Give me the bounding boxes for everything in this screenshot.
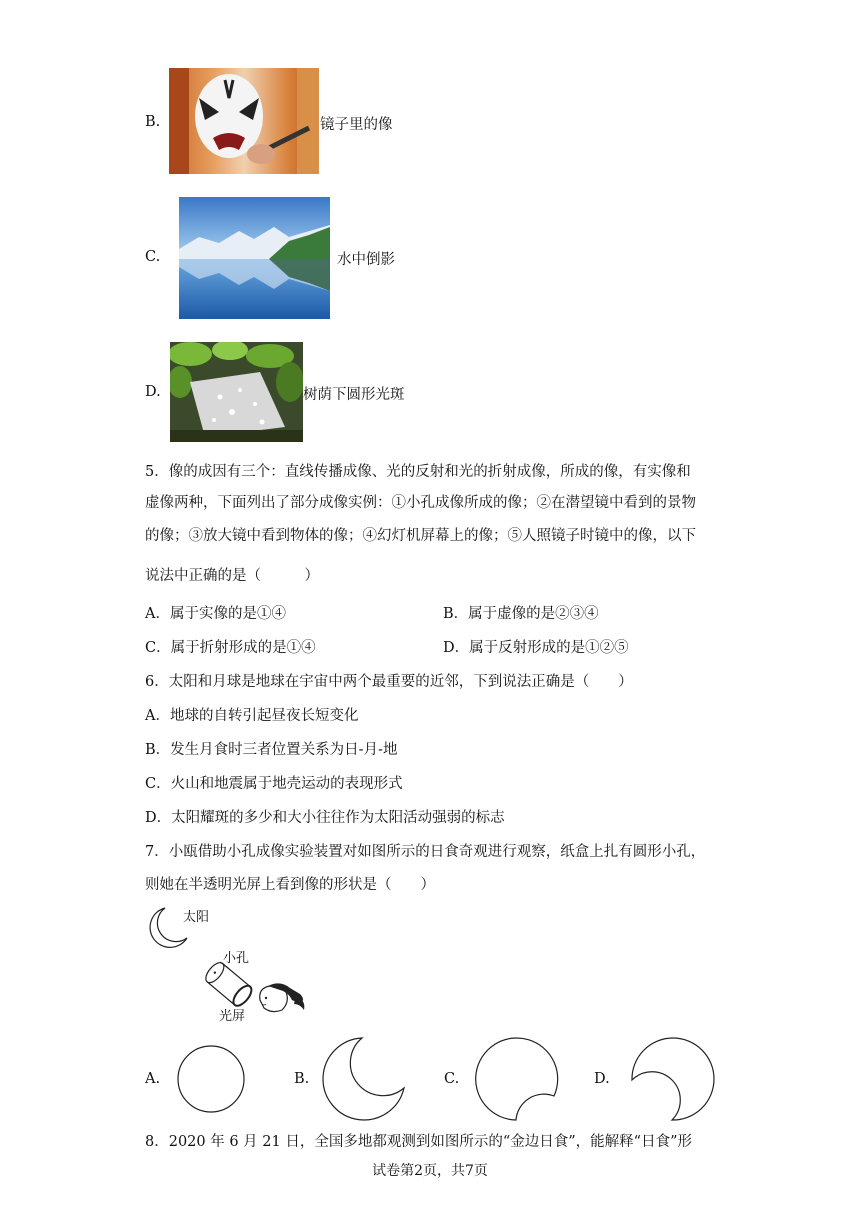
full-circle-shape (176, 1044, 246, 1114)
q5-line-2: 虚像两种，下面列出了部分成像实例：①小孔成像所成的像；②在潜望镜中看到的景物 (145, 495, 696, 511)
crescent-right-bite-shape (320, 1036, 410, 1122)
option-d-caption: 树荫下圆形光斑 (303, 387, 405, 403)
q6-option-c: C．火山和地震属于地壳运动的表现形式 (145, 776, 403, 792)
partial-sun-icon (150, 908, 187, 947)
hole-label: 小孔 (223, 951, 250, 966)
q7-line-2: 则她在半透明光屏上看到像的形状是（ ） (145, 877, 435, 893)
crescent-left-bite-bottom-shape (470, 1036, 560, 1122)
sun-label: 太阳 (183, 910, 210, 925)
pinhole-box-icon (203, 960, 255, 1009)
option-c-caption: 水中倒影 (337, 252, 395, 268)
q5-option-d: D．属于反射形成的是①②⑤ (443, 640, 629, 656)
q6-stem: 6．太阳和月球是地球在宇宙中两个最重要的近邻，下到说法正确是（ ） (145, 674, 633, 690)
q8-stem: 8．2020 年 6 月 21 日，全国多地都观测到如图所示的“金边日食”，能解释“日食”形 (145, 1134, 692, 1150)
option-c-label: C. (145, 249, 161, 265)
lake-reflection-image (179, 197, 330, 319)
mirror-face-paint-image (169, 68, 319, 174)
screen-label: 光屏 (219, 1009, 246, 1024)
q6-option-a: A．地球的自转引起昼夜长短变化 (145, 708, 359, 724)
option-b-caption: 镜子里的像 (320, 117, 393, 133)
option-b-label: B. (145, 114, 161, 130)
q5-option-a: A．属于实像的是①④ (145, 606, 286, 622)
q5-option-b: B．属于虚像的是②③④ (443, 606, 599, 622)
q5-option-c: C．属于折射形成的是①④ (145, 640, 316, 656)
tree-shade-light-spots-image (170, 342, 303, 442)
q7-choice-c-label: C. (444, 1071, 460, 1087)
q7-choice-d-label: D. (594, 1071, 610, 1087)
q5-line-4: 说法中正确的是（ ） (145, 568, 319, 584)
q6-option-d: D．太阳耀斑的多少和大小往往作为太阳活动强弱的标志 (145, 810, 505, 826)
q7-line-1: 7．小瓯借助小孔成像实验装置对如图所示的日食奇观进行观察，纸盒上扎有圆形小孔， (145, 844, 706, 860)
q5-line-3: 的像；③放大镜中看到物体的像；④幻灯机屏幕上的像；⑤人照镜子时镜中的像，以下 (145, 528, 696, 544)
option-d-label: D. (145, 384, 161, 400)
girl-observer-icon (260, 983, 305, 1011)
q7-choice-b-label: B. (294, 1071, 310, 1087)
page-footer: 试卷第2页，共7页 (372, 1163, 488, 1179)
q7-choice-a-label: A. (145, 1071, 161, 1087)
q5-line-1: 5．像的成因有三个：直线传播成像、光的反射和光的折射成像，所成的像，有实像和 (145, 464, 691, 480)
crescent-left-bite-shape (628, 1036, 718, 1122)
q6-option-b: B．发生月食时三者位置关系为日-月-地 (145, 742, 398, 758)
